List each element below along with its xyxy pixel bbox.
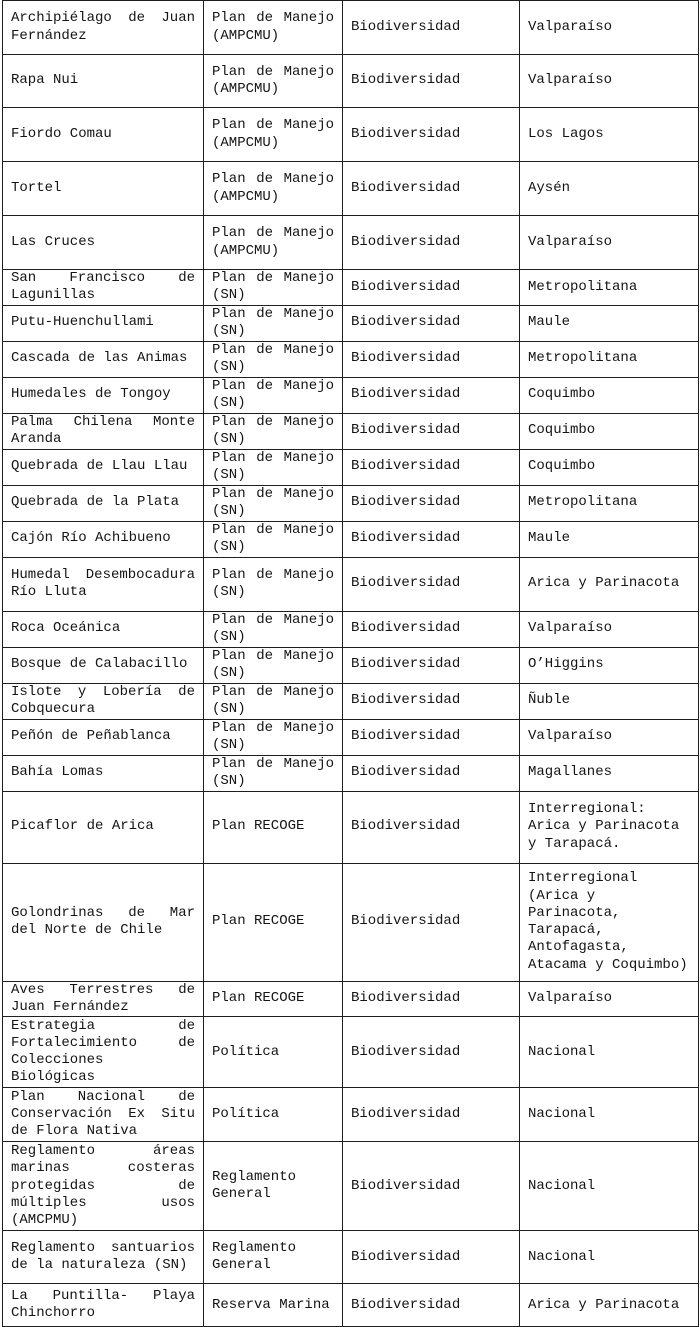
- cell-category: Biodiversidad: [343, 216, 520, 270]
- table-row: [3, 683, 699, 719]
- cell-region: Metropolitana: [520, 270, 699, 306]
- cell-name: Aves Terrestres de Juan Fernández: [3, 981, 204, 1017]
- table-row: [3, 647, 699, 683]
- cell-instrument: Política: [204, 1017, 343, 1088]
- cell-instrument: Reglamento General: [204, 1231, 343, 1284]
- cell-category: Biodiversidad: [343, 270, 520, 306]
- cell-name: Reglamento santuarios de la naturaleza (SN): [3, 1231, 204, 1284]
- table-row: [3, 341, 699, 377]
- cell-instrument: Política: [204, 1088, 343, 1142]
- cell-instrument: Reserva Marina: [204, 1284, 343, 1327]
- cell-category: Biodiversidad: [343, 1017, 520, 1088]
- cell-name: Peñón de Peñablanca: [3, 719, 204, 755]
- cell-region: Valparaíso: [520, 55, 699, 108]
- cell-category: Biodiversidad: [343, 1284, 520, 1327]
- cell-region: Coquimbo: [520, 377, 699, 413]
- table-row: [3, 791, 699, 863]
- cell-name: Picaflor de Arica: [3, 791, 204, 863]
- table-row: [3, 1, 699, 55]
- cell-name: San Francisco de Lagunillas: [3, 270, 204, 306]
- cell-instrument: Plan de Manejo (AMPCMU): [204, 55, 343, 108]
- table-row: [3, 1284, 699, 1327]
- cell-category: Biodiversidad: [343, 485, 520, 521]
- cell-instrument: Reglamento General: [204, 1142, 343, 1231]
- cell-instrument: Plan de Manejo (SN): [204, 647, 343, 683]
- cell-region: Metropolitana: [520, 485, 699, 521]
- cell-category: Biodiversidad: [343, 647, 520, 683]
- table-row: [3, 270, 699, 306]
- table-row: [3, 449, 699, 485]
- table-row: [3, 1142, 699, 1231]
- table-row: [3, 55, 699, 108]
- cell-name: Quebrada de la Plata: [3, 485, 204, 521]
- cell-region: Maule: [520, 305, 699, 341]
- cell-region: Arica y Parinacota: [520, 1284, 699, 1327]
- cell-instrument: Plan de Manejo (SN): [204, 377, 343, 413]
- table-row: [3, 162, 699, 216]
- cell-region: Arica y Parinacota: [520, 557, 699, 611]
- cell-category: Biodiversidad: [343, 55, 520, 108]
- cell-instrument: Plan de Manejo (SN): [204, 557, 343, 611]
- cell-category: Biodiversidad: [343, 1231, 520, 1284]
- cell-name: Palma Chilena Monte Aranda: [3, 413, 204, 449]
- cell-name: La Puntilla- Playa Chinchorro: [3, 1284, 204, 1327]
- cell-category: Biodiversidad: [343, 1142, 520, 1231]
- cell-name: Putu-Huenchullami: [3, 305, 204, 341]
- cell-name: Plan Nacional de Conservación Ex Situ de Flora Nativa: [3, 1088, 204, 1142]
- cell-region: O’Higgins: [520, 647, 699, 683]
- table-body: [3, 1, 699, 1327]
- cell-region: Valparaíso: [520, 1, 699, 55]
- cell-category: Biodiversidad: [343, 1, 520, 55]
- cell-instrument: Plan de Manejo (AMPCMU): [204, 216, 343, 270]
- cell-instrument: Plan de Manejo (SN): [204, 485, 343, 521]
- cell-name: Golondrinas de Mar del Norte de Chile: [3, 863, 204, 981]
- cell-name: Rapa Nui: [3, 55, 204, 108]
- table-row: [3, 377, 699, 413]
- cell-name: Estrategia de Fortalecimiento de Colecciones Biológicas: [3, 1017, 204, 1088]
- cell-category: Biodiversidad: [343, 719, 520, 755]
- cell-region: Coquimbo: [520, 413, 699, 449]
- cell-region: Metropolitana: [520, 341, 699, 377]
- table-row: [3, 521, 699, 557]
- cell-instrument: Plan de Manejo (AMPCMU): [204, 1, 343, 55]
- cell-category: Biodiversidad: [343, 1088, 520, 1142]
- cell-name: Humedal Desembocadura Río Lluta: [3, 557, 204, 611]
- cell-instrument: Plan de Manejo (SN): [204, 305, 343, 341]
- cell-region: Valparaíso: [520, 719, 699, 755]
- cell-name: Las Cruces: [3, 216, 204, 270]
- cell-region: Los Lagos: [520, 108, 699, 162]
- cell-region: Magallanes: [520, 755, 699, 791]
- cell-category: Biodiversidad: [343, 863, 520, 981]
- cell-region: Nacional: [520, 1142, 699, 1231]
- table-row: [3, 611, 699, 647]
- cell-category: Biodiversidad: [343, 108, 520, 162]
- table-row: [3, 108, 699, 162]
- cell-name: Cajón Río Achibueno: [3, 521, 204, 557]
- table-row: [3, 1231, 699, 1284]
- table-row: [3, 216, 699, 270]
- cell-instrument: Plan de Manejo (SN): [204, 719, 343, 755]
- cell-name: Quebrada de Llau Llau: [3, 449, 204, 485]
- cell-category: Biodiversidad: [343, 305, 520, 341]
- cell-region: Valparaíso: [520, 611, 699, 647]
- cell-region: Aysén: [520, 162, 699, 216]
- cell-category: Biodiversidad: [343, 521, 520, 557]
- cell-instrument: Plan de Manejo (AMPCMU): [204, 162, 343, 216]
- cell-region: Interregional (Arica y Parinacota, Tarapacá, Antofagasta, Atacama y Coquimbo): [520, 863, 699, 981]
- table-row: [3, 413, 699, 449]
- cell-instrument: Plan de Manejo (SN): [204, 755, 343, 791]
- cell-region: Coquimbo: [520, 449, 699, 485]
- table-row: [3, 981, 699, 1017]
- cell-instrument: Plan de Manejo (AMPCMU): [204, 108, 343, 162]
- table-row: [3, 863, 699, 981]
- cell-instrument: Plan RECOGE: [204, 981, 343, 1017]
- cell-category: Biodiversidad: [343, 755, 520, 791]
- table-row: [3, 719, 699, 755]
- cell-category: Biodiversidad: [343, 377, 520, 413]
- cell-region: Ñuble: [520, 683, 699, 719]
- cell-instrument: Plan RECOGE: [204, 791, 343, 863]
- cell-category: Biodiversidad: [343, 683, 520, 719]
- cell-instrument: Plan de Manejo (SN): [204, 270, 343, 306]
- cell-category: Biodiversidad: [343, 449, 520, 485]
- table-row: [3, 485, 699, 521]
- cell-category: Biodiversidad: [343, 981, 520, 1017]
- instruments-table: [2, 0, 699, 1327]
- cell-region: Interregional: Arica y Parinacota y Tarapacá.: [520, 791, 699, 863]
- cell-name: Fiordo Comau: [3, 108, 204, 162]
- cell-category: Biodiversidad: [343, 413, 520, 449]
- cell-region: Valparaíso: [520, 216, 699, 270]
- cell-name: Bosque de Calabacillo: [3, 647, 204, 683]
- cell-name: Reglamento áreas marinas costeras protegidas de múltiples usos (AMCPMU): [3, 1142, 204, 1231]
- cell-category: Biodiversidad: [343, 162, 520, 216]
- cell-name: Islote y Lobería de Cobquecura: [3, 683, 204, 719]
- cell-category: Biodiversidad: [343, 791, 520, 863]
- cell-name: Cascada de las Animas: [3, 341, 204, 377]
- cell-instrument: Plan de Manejo (SN): [204, 449, 343, 485]
- cell-instrument: Plan RECOGE: [204, 863, 343, 981]
- cell-instrument: Plan de Manejo (SN): [204, 521, 343, 557]
- cell-name: Bahía Lomas: [3, 755, 204, 791]
- cell-category: Biodiversidad: [343, 341, 520, 377]
- cell-region: Maule: [520, 521, 699, 557]
- cell-region: Nacional: [520, 1231, 699, 1284]
- cell-region: Nacional: [520, 1017, 699, 1088]
- cell-category: Biodiversidad: [343, 557, 520, 611]
- cell-instrument: Plan de Manejo (SN): [204, 413, 343, 449]
- table-row: [3, 1088, 699, 1142]
- cell-region: Nacional: [520, 1088, 699, 1142]
- cell-instrument: Plan de Manejo (SN): [204, 683, 343, 719]
- table-row: [3, 305, 699, 341]
- table-row: [3, 1017, 699, 1088]
- cell-instrument: Plan de Manejo (SN): [204, 611, 343, 647]
- table-row: [3, 755, 699, 791]
- cell-name: Humedales de Tongoy: [3, 377, 204, 413]
- cell-region: Valparaíso: [520, 981, 699, 1017]
- cell-name: Tortel: [3, 162, 204, 216]
- cell-name: Archipiélago de Juan Fernández: [3, 1, 204, 55]
- cell-instrument: Plan de Manejo (SN): [204, 341, 343, 377]
- cell-category: Biodiversidad: [343, 611, 520, 647]
- cell-name: Roca Oceánica: [3, 611, 204, 647]
- table-row: [3, 557, 699, 611]
